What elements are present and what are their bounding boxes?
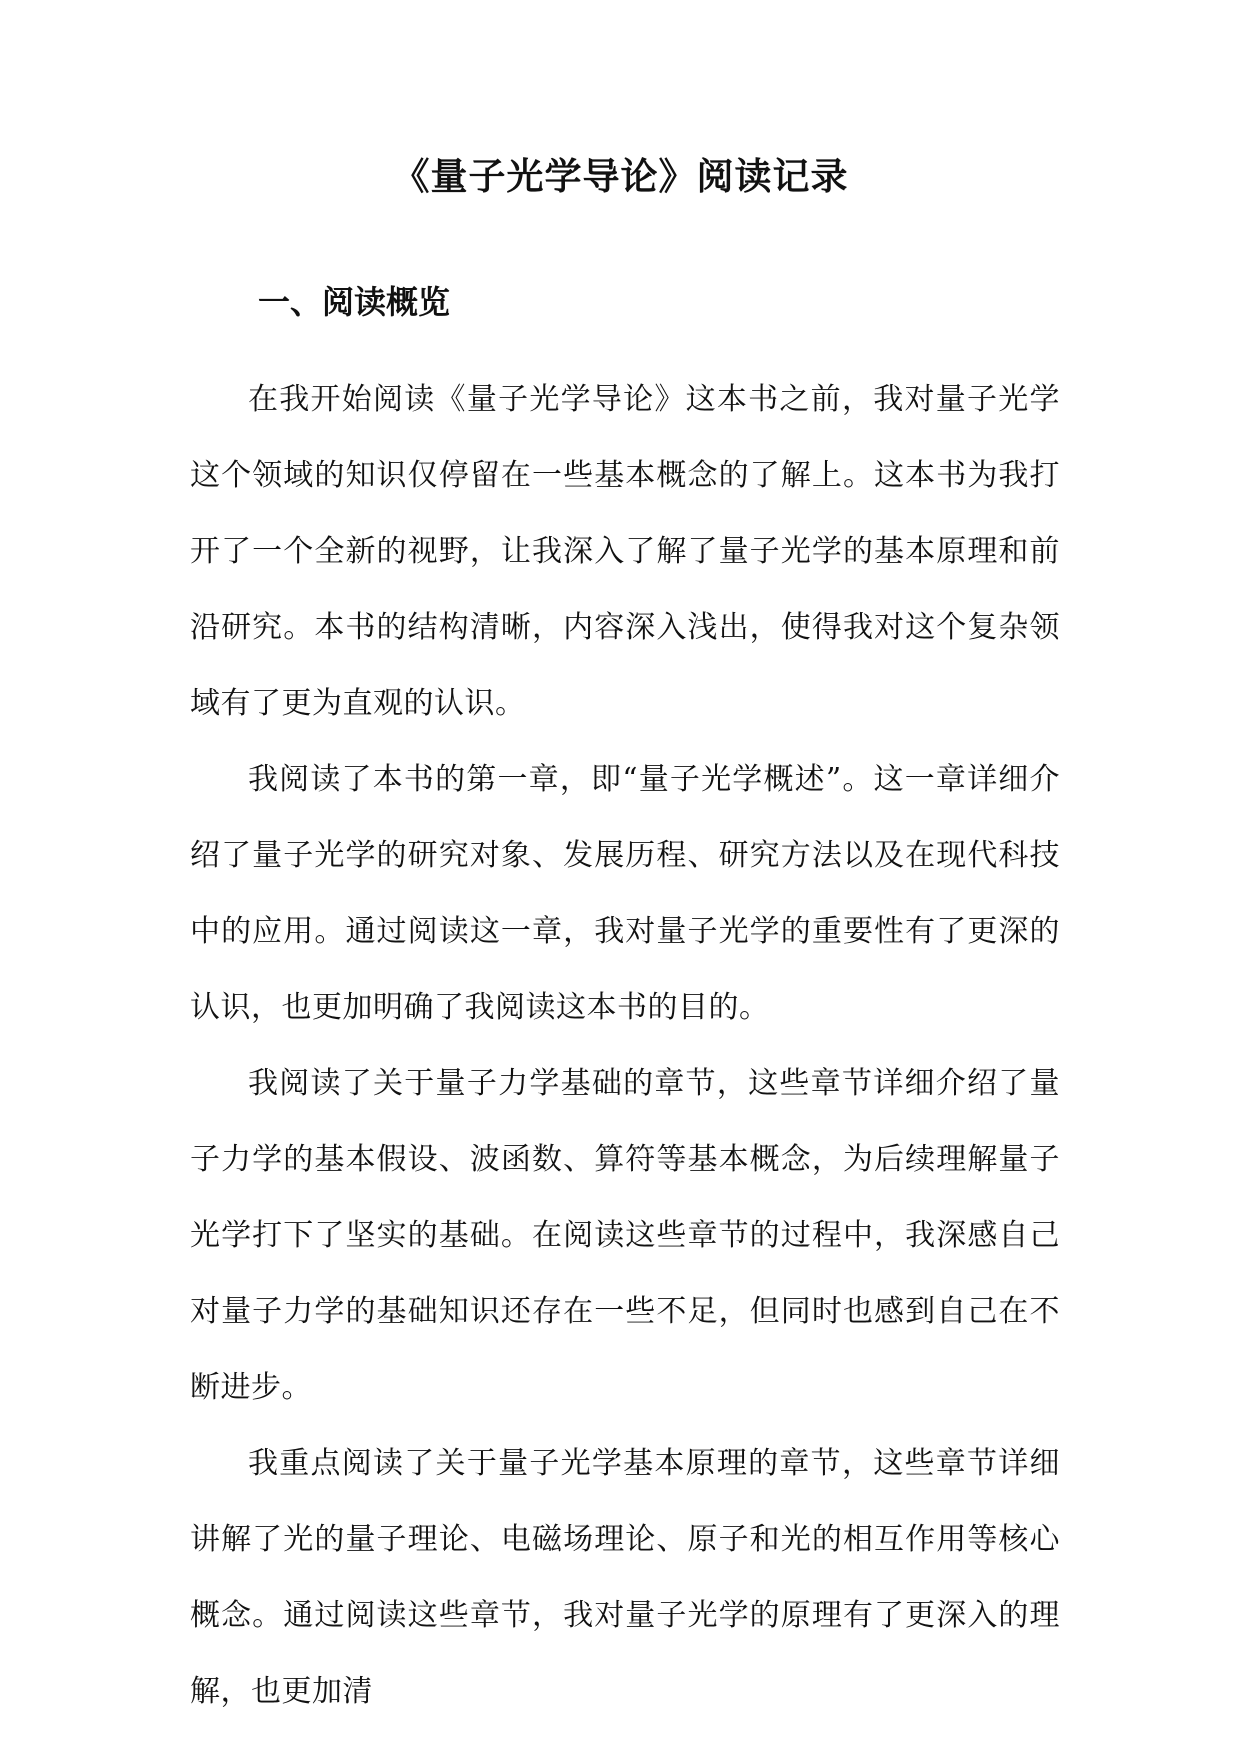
- paragraph: 我阅读了关于量子力学基础的章节，这些章节详细介绍了量子力学的基本假设、波函数、算符等基本概念，为后续理解量子光学打下了坚实的基础。在阅读这些章节的过程中，我深感自己对量子力学的基础知识还存在一些不足，但同时也感到自己在不断进步。: [190, 1066, 1060, 1405]
- paragraph: 我重点阅读了关于量子光学基本原理的章节，这些章节详细讲解了光的量子理论、电磁场理论、原子和光的相互作用等核心概念。通过阅读这些章节，我对量子光学的原理有了更深入的理解，也更加清: [190, 1446, 1060, 1709]
- paragraph: 我阅读了本书的第一章，即“量子光学概述”。这一章详细介绍了量子光学的研究对象、发展历程、研究方法以及在现代科技中的应用。通过阅读这一章，我对量子光学的重要性有了更深的认识，也更加明确了我阅读这本书的目的。: [190, 762, 1060, 1025]
- section-heading: 一、阅读概览: [258, 283, 451, 321]
- paragraph: 在我开始阅读《量子光学导论》这本书之前，我对量子光学这个领域的知识仅停留在一些基本概念的了解上。这本书为我打开了一个全新的视野，让我深入了解了量子光学的基本原理和前沿研究。本书的结构清晰，内容深入浅出，使得我对这个复杂领域有了更为直观的认识。: [190, 382, 1060, 721]
- document-title: 《量子光学导论》阅读记录: [392, 154, 849, 198]
- body-text: [190, 362, 1060, 1730]
